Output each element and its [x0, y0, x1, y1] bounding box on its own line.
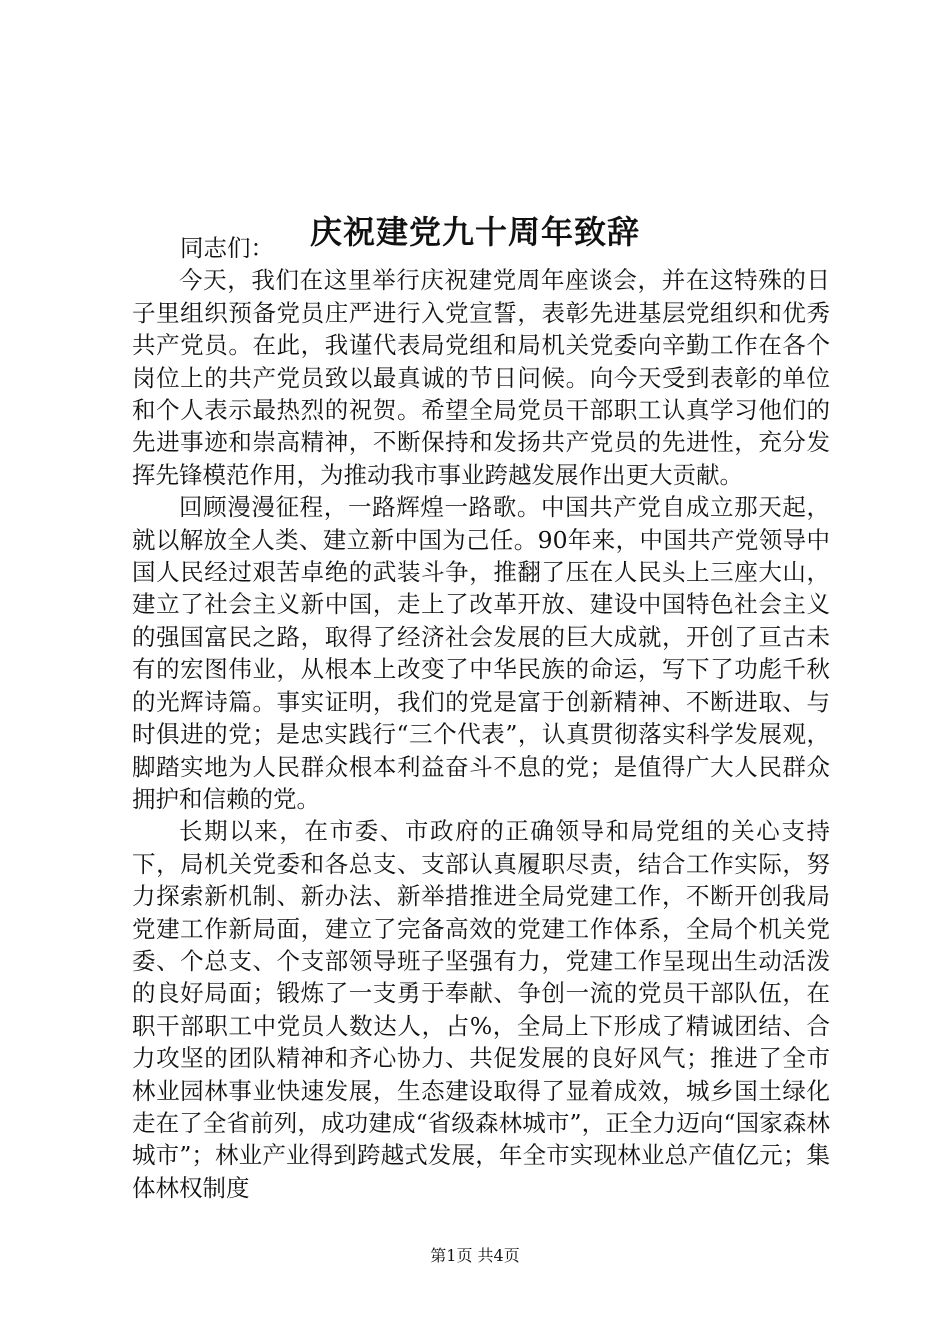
paragraph: 今天，我们在这里举行庆祝建党周年座谈会，并在这特殊的日子里组织预备党员庄严进行入党宣誓，表彰先进基层党组织和优秀共产党员。在此，我谨代表局党组和局机关党委向辛勤工作在各个岗位上的共产党员致以最真诚的节日问候。向今天受到表彰的单位和个人表示最热烈的祝贺。希望全局党员干部职工认真学习他们的先进事迹和崇高精神，不断保持和发扬共产党员的先进性，充分发挥先锋模范作用，为推动我市事业跨越发展作出更大贡献。 [132, 266, 830, 489]
document-body [132, 232, 830, 1204]
page-footer: 第1页 共4页 [430, 1246, 520, 1265]
paragraph: 长期以来，在市委、市政府的正确领导和局党组的关心支持下，局机关党委和各总支、支部认真履职尽责，结合工作实际，努力探索新机制、新办法、新举措推进全局党建工作，不断开创我局党建工作新局面，建立了完备高效的党建工作体系，全局个机关党委、个总支、个支部领导班子坚强有力，党建工作呈现出生动活泼的良好局面；锻炼了一支勇于奉献、争创一流的党员干部队伍，在职干部职工中党员人数达人，占%，全局上下形成了精诚团结、合力攻坚的团队精神和齐心协力、共促发展的良好风气；推进了全市林业园林事业快速发展，生态建设取得了显着成效，城乡国土绿化走在了全省前列，成功建成“省级森林城市”，正全力迈向“国家森林城市”；林业产业得到跨越式发展，年全市实现林业总产值亿元；集体林权制度 [132, 817, 830, 1202]
document-title: 庆祝建党九十周年致辞 [309, 213, 640, 252]
paragraph: 回顾漫漫征程，一路辉煌一路歌。中国共产党自成立那天起，就以解放全人类、建立新中国为己任。90年来，中国共产党领导中国人民经过艰苦卓绝的武装斗争，推翻了压在人民头上三座大山，建立了社会主义新中国，走上了改革开放、建设中国特色社会主义的强国富民之路，取得了经济社会发展的巨大成就，开创了亘古未有的宏图伟业，从根本上改变了中华民族的命运，写下了功彪千秋的光辉诗篇。事实证明，我们的党是富于创新精神、不断进取、与时俱进的党；是忠实践行“三个代表”，认真贯彻落实科学发展观，脚踏实地为人民群众根本利益奋斗不息的党；是值得广大人民群众拥护和信赖的党。 [132, 493, 830, 813]
salutation: 同志们： [180, 234, 274, 262]
